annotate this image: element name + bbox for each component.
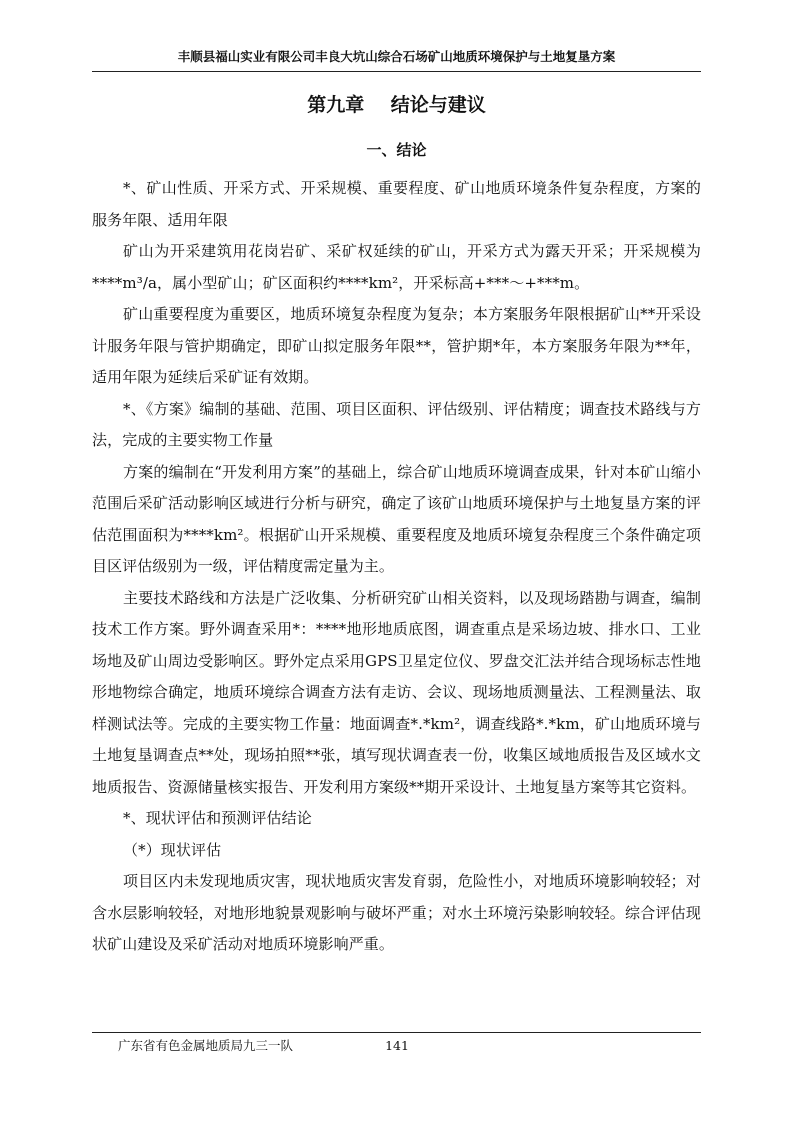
paragraph: 矿山为开采建筑用花岗岩矿、采矿权延续的矿山，开采方式为露天开采；开采规模为****m³/a，属小型矿山；矿区面积约****km²，开采标高+***～+***m。 bbox=[92, 242, 701, 292]
paragraph: *、矿山性质、开采方式、开采规模、重要程度、矿山地质环境条件复杂程度，方案的服务年限、适用年限 bbox=[92, 179, 701, 229]
paragraph: *、现状评估和预测评估结论 bbox=[123, 809, 312, 827]
chapter-title: 第九章 结论与建议 bbox=[307, 94, 486, 116]
paragraph: 方案的编制在“开发利用方案”的基础上，综合矿山地质环境调查成果，针对本矿山缩小范围后采矿活动影响区域进行分析与研究，确定了该矿山地质环境保护与土地复垦方案的评估范围面积为****km²。根据矿山开采规模、重要程度及地质环境复杂程度三个条件确定项目区评估级别为一级，评估精度需定量为主。 bbox=[92, 462, 701, 575]
page-number: 141 bbox=[385, 1038, 409, 1053]
section-title: 一、结论 bbox=[366, 141, 427, 159]
paragraph: 矿山重要程度为重要区，地质环境复杂程度为复杂；本方案服务年限根据矿山**开采设计服务年限与管护期确定，即矿山拟定服务年限**，管护期*年，本方案服务年限为**年，适用年限为延续后采矿证有效期。 bbox=[92, 305, 701, 386]
body-text bbox=[92, 173, 701, 961]
paragraph: 主要技术路线和方法是广泛收集、分析研究矿山相关资料，以及现场踏勘与调查，编制技术工作方案。野外调查采用*：****地形地质底图，调查重点是采场边坡、排水口、工业场地及矿山周边受影响区。野外定点采用GPS卫星定位仪、罗盘交汇法并结合现场标志性地形地物综合确定，地质环境综合调查方法有走访、会议、现场地质测量法、工程测量法、取样测试法等。完成的主要实物工作量：地面调查*.*km²，调查线路*.*km，矿山地质环境与土地复垦调查点**处，现场拍照**张，填写现状调查表一份，收集区域地质报告及区域水文地质报告、资源储量核实报告、开发利用方案级**期开采设计、土地复垦方案等其它资料。 bbox=[92, 588, 701, 796]
header-divider bbox=[92, 71, 701, 72]
paragraph: *、《方案》编制的基础、范围、项目区面积、评估级别、评估精度；调查技术路线与方法，完成的主要实物工作量 bbox=[92, 399, 701, 449]
paragraph: 项目区内未发现地质灾害，现状地质灾害发育弱，危险性小，对地质环境影响较轻；对含水层影响较轻，对地形地貌景观影响与破坏严重；对水土环境污染影响较轻。综合评估现状矿山建设及采矿活动对地质环境影响严重。 bbox=[92, 872, 701, 953]
subheading: （*）现状评估 bbox=[123, 840, 222, 859]
running-header: 丰顺县福山实业有限公司丰良大坑山综合石场矿山地质环境保护与土地复垦方案 bbox=[177, 49, 616, 64]
footer-organization: 广东省有色金属地质局九三一队 bbox=[118, 1038, 294, 1053]
footer-divider bbox=[92, 1032, 701, 1033]
